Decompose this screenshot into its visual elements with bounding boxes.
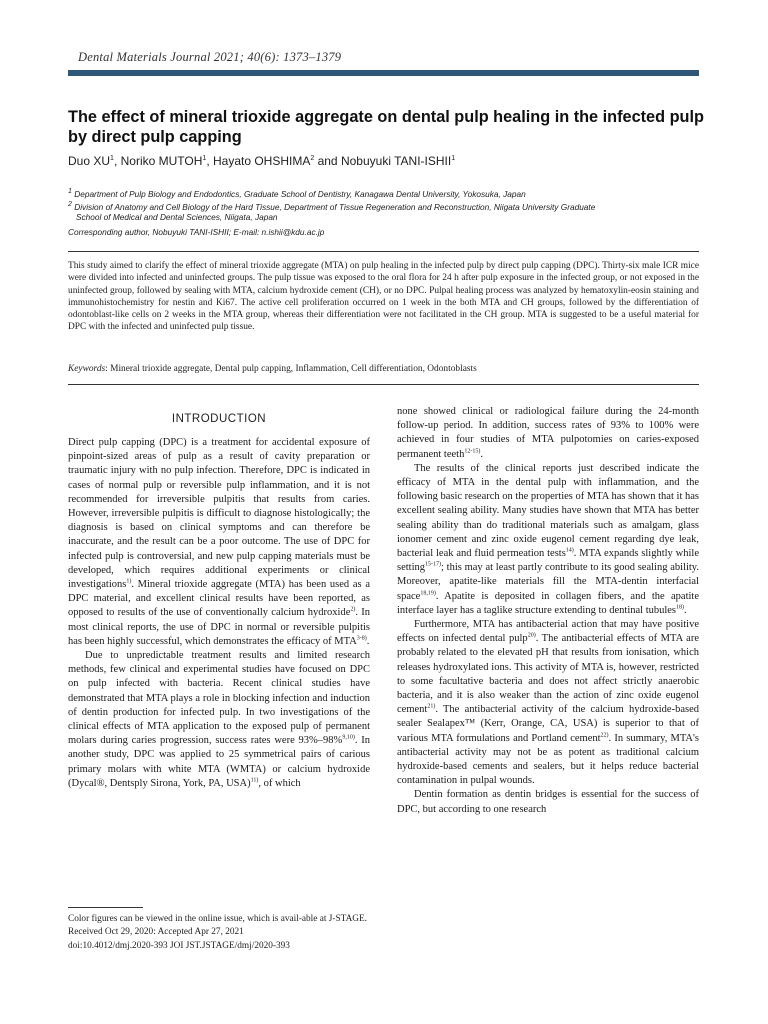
author-affiliation-marker: 1 [110,155,114,162]
keywords [68,364,699,374]
abstract-bottom-rule [68,384,699,385]
citation-superscript: 20) [527,632,536,639]
affiliation-2-text: Division of Anatomy and Cell Biology of the Hard Tissue, Department of Tissue Regeneration and Reconstruction, Niigata University Graduate [74,201,596,212]
affiliation-2 [68,199,595,213]
citation-superscript: 21) [427,703,436,710]
author-name: Nobuyuki TANI-ISHII [340,154,452,168]
affiliation-1-marker: 1 [68,188,72,195]
author-affiliation-marker: 1 [451,155,456,162]
journal-citation: Dental Materials Journal 2021; 40(6): 1373–1379 [78,50,342,64]
left-column [68,436,370,791]
abstract: This study aimed to clarify the effect of mineral trioxide aggregate (MTA) on pulp healing in the infected pulp by direct pulp capping (DPC). Thirty-six male ICR mice were divided into infected and uninfected groups. The pulp tissue was exposed to the oral flora for 24 h after pulp exposure in the infected group, or not exposed in the uninfected group, followed by sealing with MTA, calcium hydroxide cement (CH), or no DPC. Pulpal healing process was analyzed by hematoxylin-eosin staining and immunohistochemistry for nestin and Ki67. The active cell proliferation occurred on 1 week in the both MTA and CH groups, followed by the differentiation of odontoblast-like cells on 2 weeks in the MTA group, whereas their differentiation were not facilitated in the CH group. MTA is suggested to be a useful material for DPC with the infected and uninfected pulp tissue. [68,261,699,333]
affiliation-1-text: Department of Pulp Biology and Endodontics, Graduate School of Dentistry, Kanagawa Dental University, Yokosuka, Japan [74,188,526,199]
keywords-label: Keywords [68,364,106,374]
abstract-top-rule [68,251,699,252]
citation-superscript: 15-17) [425,561,441,568]
footnotes [68,913,370,953]
right-column [397,405,699,817]
color-figures-note: Color figures can be viewed in the online issue, which is avail-able at J-STAGE. [68,914,368,924]
keywords-text: : Mineral trioxide aggregate, Dental pulp capping, Inflammation, Cell differentiation, Odontoblasts [105,364,477,374]
author-name: Duo XU [68,154,111,168]
citation-superscript: 11) [250,777,259,784]
header-bar [68,70,699,76]
doi: doi:10.4012/dmj.2020-393 JOI JST.JSTAGE/dmj/2020-393 [68,940,290,951]
corresponding-author: Corresponding author, Nobuyuki TANI-ISHII; E-mail: n.ishii@kdu.ac.jp [68,227,325,237]
author-name: Noriko MUTOH [120,154,203,168]
citation-superscript: 2) [350,606,356,613]
citation-superscript: 14) [565,547,574,554]
citation-superscript: 18,19) [420,590,436,597]
paragraph: The results of the clinical reports just described indicate the efficacy of MTA in the dental pulp with inflammation, and the following basic research on the properties of MTA has shown that it has excellent sealing ability. Many studies have shown that MTA has better sealing ability than do traditional materials such as amalgam, glass ionomer cement and zinc oxide eugenol cement regarding dye leak, bacterial leak and fluid permeation tests$^{14)}$. MTA expands slightly while setting$^{15-17)}$; this may at least partly contribute to its good sealing ability. Moreover, apatite-like materials fill the MTA-dentin interfacial space$^{18,19)}$. Apatite is deposited in collagen fibers, and the apatite interface layer has a taglike structure extending to dentinal tubules$^{18)}$. [397,462,699,616]
author-name: Hayato OHSHIMA [212,154,311,168]
citation-superscript: 3-8) [356,635,367,642]
author-affiliation-marker: 2 [310,155,315,162]
article-title: The effect of mineral trioxide aggregate on dental pulp healing in the infected pulp by direct pulp capping [68,108,704,146]
paragraph: Furthermore, MTA has antibacterial action that may have positive effects on infected dental pulp$^{20)}$. The antibacterial effects of MTA are probably related to the elevated pH that results from ionisation, which releases hydroxylated ions. This activity of MTA is, however, restricted to some facultative bacteria and does not affect strictly anaerobic bacteria, and it is also weaker than the action of zinc oxide eugenol cement$^{21)}$. The antibacterial activity of the calcium hydroxide-based sealer Sealapex™ (Kerr, Orange, CA, USA) is superior to that of various MTA formulations and Portland cement$^{22)}$. In summary, MTA's antibacterial activity may not be as potent as traditional calcium hydroxide-based cements and sealers, but it helps reduce bacterial contamination in pulpal wounds. [397,619,699,787]
author-list: Duo $XU^1$, Noriko MUTOH$^1$, Hayato OHSHIMA$^2$ and Nobuyuki TANI-ISHII$^1$ [68,154,456,168]
affiliation-2-marker: 2 [68,201,72,208]
author-affiliation-marker: 1 [202,155,207,162]
received-accepted-dates: Received Oct 29, 2020: Accepted Apr 27, 2021 [68,927,244,938]
citation-superscript: 9,10) [342,734,355,741]
section-heading-introduction: INTRODUCTION [171,413,267,425]
paragraph: Due to unpredictable treatment results and limited research methods, few clinical and experimental studies have focused on DPC on pulp infected with bacteria. Recent clinical studies have demonstrated that MTA plays a role in blocking infection and induction of dentin production for infected pulp. In two investigations of the clinical effects of MTA application to the exposed pulp of permanent molars during caries progression, success rates were 93%–98%$^{9,10)}$. In another study, DPC was applied to 25 symmetrical pairs of carious primary molars with white MTA (WMTA) or calcium hydroxide (Dycal®, Dentsply Sirona, York, PA, USA)$^{11)}$, of which [68,650,371,789]
paragraph: none showed clinical or radiological failure during the 24-month follow-up period. In addition, success rates of 93% to 100% were achieved in four studies of MTA pulpotomies on caries-exposed permanent teeth$^{12-15)}$. [397,406,699,460]
citation-superscript: 18) [676,604,685,611]
paragraph: Dentin formation as dentin bridges is essential for the success of DPC, but according to one research [397,789,699,815]
footnote-rule [68,907,143,908]
citation-superscript: 12-15) [464,448,481,455]
citation-superscript: 22) [600,732,609,739]
affiliation-2-continued: School of Medical and Dental Sciences, Niigata, Japan [76,212,278,222]
affiliation-1 [68,186,526,200]
paragraph: Direct pulp capping (DPC) is a treatment for accidental exposure of pinpoint-sized areas of pulp as a result of cavity preparation or traumatic injury with no pulp infection. Therefore, DPC is indicated in cases of normal pulp or reversible pulp inflammation, and it is not recommended for irreversible pulpitis that results from caries. However, irreversible pulpitis is difficult to diagnose histologically; the diagnosis is based on clinical symptoms and can therefore be inaccurate, and the result can be a poor outcome. The use of DPC for infected pulp is controversial, and new pulp capping materials must be developed, which requires additional experiments or clinical investigations$^{1)}$. Mineral trioxide aggregate (MTA) has been used as a DPC material, and excellent clinical results have been reported, as opposed to results of the use of conventionally calcium hydroxide$^{2)}$. In most clinical reports, the use of DPC in normal or reversible pulpitis has been highly successful, which demonstrates the efficacy of MTA$^{3-8)}$. [68,437,370,647]
citation-superscript: 1) [126,578,132,585]
